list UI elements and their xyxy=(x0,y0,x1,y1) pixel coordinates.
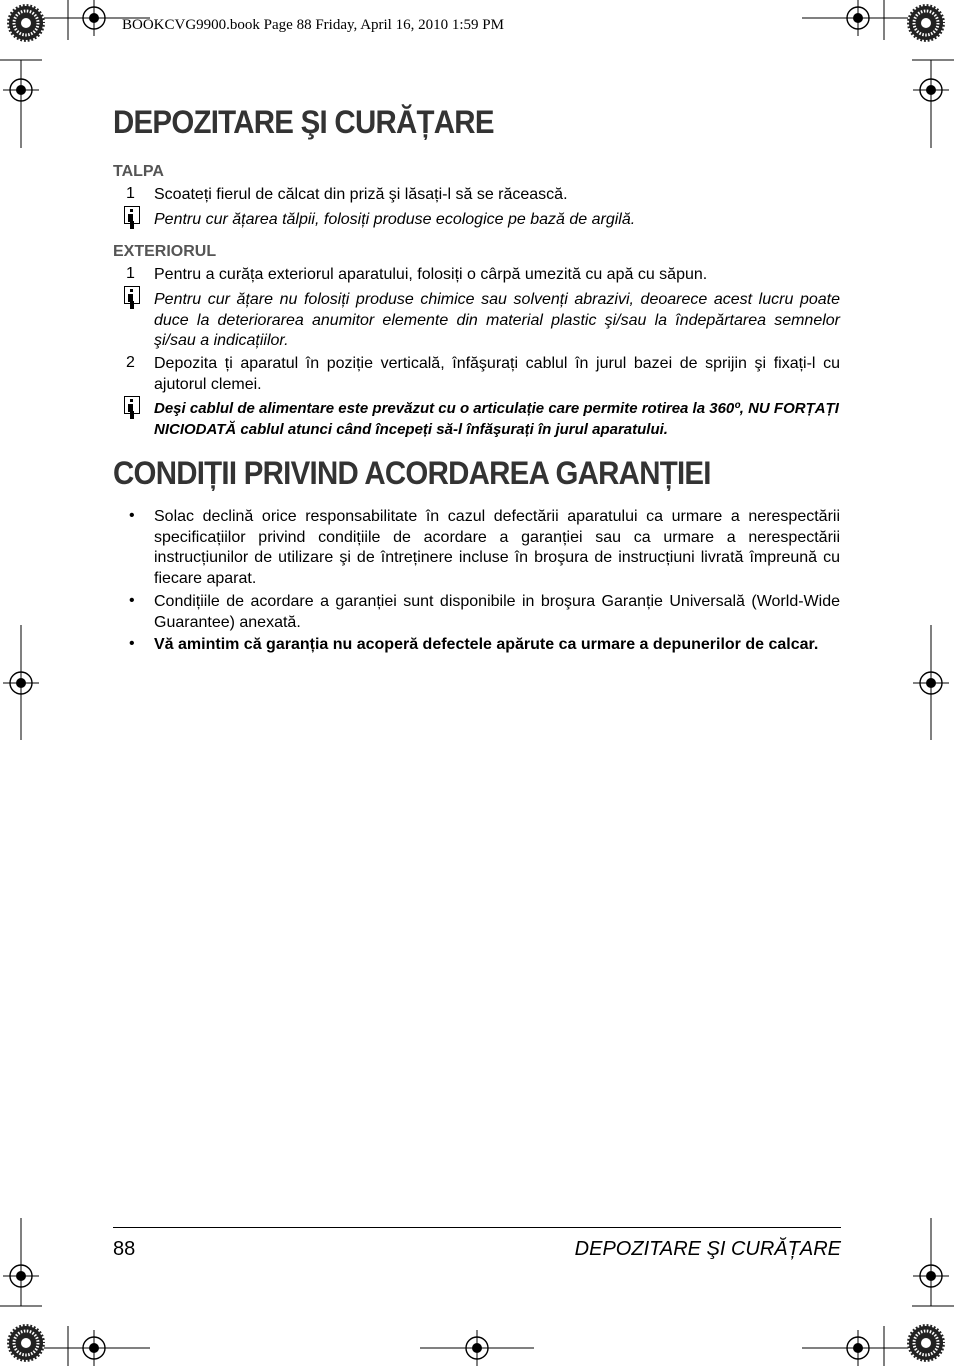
info-icon xyxy=(124,396,140,414)
footer-rule xyxy=(113,1227,841,1228)
bullet-text: Condițiile de acordare a garanției sunt disponibile in broşura Garanție Universală (World-Wide Guarantee) anexată. xyxy=(154,593,840,631)
step-text: Scoateți fierul de călcat din priză şi lăsați-l să se răcească. xyxy=(154,186,568,203)
bullet-marker: • xyxy=(129,507,135,524)
step-text: Depozita ți aparatul în poziție verticală, înfăşurați cablul în jurul bazei de sprijin şi fixați-l cu ajutorul clemei. xyxy=(154,355,840,393)
section-title-storage-cleaning: DEPOZITARE ŞI CURĂȚARE xyxy=(113,104,494,140)
note-text: Pentru cur ățare nu folosiți produse chimice sau solvenți abrazivi, deoarece acest lucru poate duce la deteriorarea anumitor elemente din material plastic şi/sau la îndepărtarea semnelor şi/sau a indicațiilor. xyxy=(154,291,840,349)
note-text: Pentru cur ățarea tălpii, folosiți produse ecologice pe bază de argilă. xyxy=(154,211,636,228)
bullet-marker: • xyxy=(129,592,135,609)
section-title-warranty: CONDIȚII PRIVIND ACORDAREA GARANȚIEI xyxy=(113,455,711,491)
running-footer-title: DEPOZITARE ŞI CURĂȚARE xyxy=(574,1238,841,1260)
page-number: 88 xyxy=(113,1238,136,1260)
step-number: 1 xyxy=(126,265,135,282)
step-number: 2 xyxy=(126,354,135,371)
subheading-talpa: TALPA xyxy=(113,163,164,180)
subheading-exterior: EXTERIORUL xyxy=(113,243,217,260)
warning-note-text: Deşi cablul de alimentare este prevăzut cu o articulație care permite rotirea la 360º, NU FORȚAȚI NICIODATĂ cablul atunci când începeți să-l înfăşurați în jurul aparatului. xyxy=(154,400,839,438)
info-icon xyxy=(124,286,140,304)
bullet-text-bold: Vă amintim că garanția nu acoperă defectele apărute ca urmare a depunerilor de calcar. xyxy=(154,636,819,653)
step-text: Pentru a curăța exteriorul aparatului, folosiți o cârpă umezită cu apă cu săpun. xyxy=(154,266,708,283)
bullet-text: Solac declină orice responsabilitate în cazul defectării aparatului ca urmare a nerespectării specificațiilor privind condițiile de acordare a garanției sau ca urmare a nerespectării instrucțiunilor de utilizare şi de întreținere incluse în broşura de instrucțiuni livrată împreună cu fiecare aparat. xyxy=(154,508,840,587)
print-header: BOOKCVG9900.book Page 88 Friday, April 16, 2010 1:59 PM xyxy=(122,17,504,33)
bullet-marker: • xyxy=(129,635,135,652)
step-number: 1 xyxy=(126,185,135,202)
info-icon xyxy=(124,206,140,224)
